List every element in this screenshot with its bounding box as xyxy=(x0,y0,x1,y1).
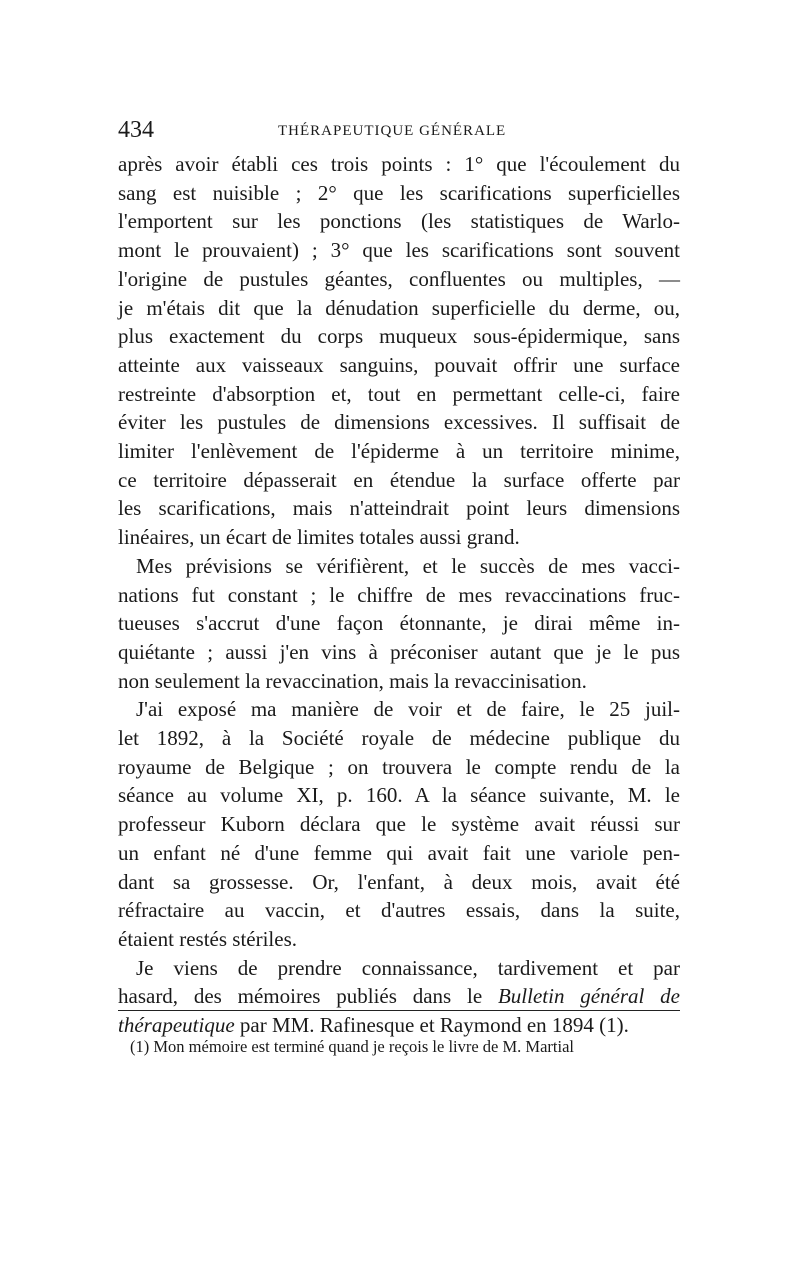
text-run: hasard, des mémoires publiés dans le xyxy=(118,984,483,1009)
text-line: l'emportent sur les ponctions (les statistiques de Warlo- xyxy=(118,209,680,234)
footnote: (1) Mon mémoire est terminé quand je reçois le livre de M. Martial xyxy=(130,1037,574,1056)
text-line: tueuses s'accrut d'une façon étonnante, je dirai même in- xyxy=(118,611,680,636)
paragraph-2 xyxy=(118,552,680,696)
text-line: éviter les pustules de dimensions excessives. Il suffisait de xyxy=(118,410,680,435)
text-line: je m'étais dit que la dénudation superficielle du derme, ou, xyxy=(118,295,680,320)
paragraph-4 xyxy=(118,954,680,1040)
page-number: 434 xyxy=(118,117,154,143)
text-line: l'origine de pustules géantes, confluentes ou multiples, — xyxy=(118,266,680,291)
text-line: limiter l'enlèvement de l'épiderme à un territoire minime, xyxy=(118,439,680,464)
text-run: par MM. Rafinesque et Raymond en 1894 (1). xyxy=(239,1013,629,1038)
body-text xyxy=(118,150,680,1040)
text-line: quiétante ; aussi j'en vins à préconiser autant que je le pus xyxy=(118,639,680,664)
text-line: sang est nuisible ; 2° que les scarifications superficielles xyxy=(118,180,680,205)
text-line: professeur Kuborn déclara que le système avait réussi sur xyxy=(118,812,680,837)
journal-title: Bulletin général de xyxy=(497,984,680,1009)
text-line: linéaires, un écart de limites totales aussi grand. xyxy=(118,525,520,550)
text-line: royaume de Belgique ; on trouvera le compte rendu de la xyxy=(118,754,680,779)
paragraph-1 xyxy=(118,150,680,552)
text-line: après avoir établi ces trois points : 1° que l'écoulement du xyxy=(118,152,680,176)
journal-title-continued: thérapeutique xyxy=(118,1013,235,1038)
text-line: restreinte d'absorption et, tout en permettant celle-ci, faire xyxy=(118,381,680,406)
text-line: étaient restés stériles. xyxy=(118,926,298,951)
text-line: atteinte aux vaisseaux sanguins, pouvait offrir une surface xyxy=(118,352,680,377)
text-line: ce territoire dépasserait en étendue la surface offerte par xyxy=(118,467,680,492)
text-line: J'ai exposé ma manière de voir et de faire, le 25 juil- xyxy=(136,697,680,722)
text-line: un enfant né d'une femme qui avait fait une variole pen- xyxy=(118,840,680,865)
text-line: dant sa grossesse. Or, l'enfant, à deux mois, avait été xyxy=(118,869,680,894)
text-line: Je viens de prendre connaissance, tardivement et par xyxy=(136,955,680,980)
text-line: plus exactement du corps muqueux sous-épidermique, sans xyxy=(118,324,680,349)
text-line: Mes prévisions se vérifièrent, et le succès de mes vacci- xyxy=(136,553,680,578)
text-line: mont le prouvaient) ; 3° que les scarifications sont souvent xyxy=(118,238,680,263)
running-head xyxy=(118,116,686,144)
footnote-rule xyxy=(118,1010,680,1011)
text-line xyxy=(118,982,680,1011)
text-line: let 1892, à la Société royale de médecine publique du xyxy=(118,726,680,751)
text-line: non seulement la revaccination, mais la revaccinisation. xyxy=(118,668,587,693)
text-line: nations fut constant ; le chiffre de mes revaccinations fruc- xyxy=(118,582,680,607)
paragraph-3 xyxy=(118,695,680,953)
text-line: réfractaire au vaccin, et d'autres essais, dans la suite, xyxy=(118,898,680,923)
running-title: THÉRAPEUTIQUE GÉNÉRALE xyxy=(278,123,507,139)
text-line: séance au volume XI, p. 160. A la séance suivante, M. le xyxy=(118,783,680,808)
text-line: les scarifications, mais n'atteindrait point leurs dimensions xyxy=(118,496,680,521)
